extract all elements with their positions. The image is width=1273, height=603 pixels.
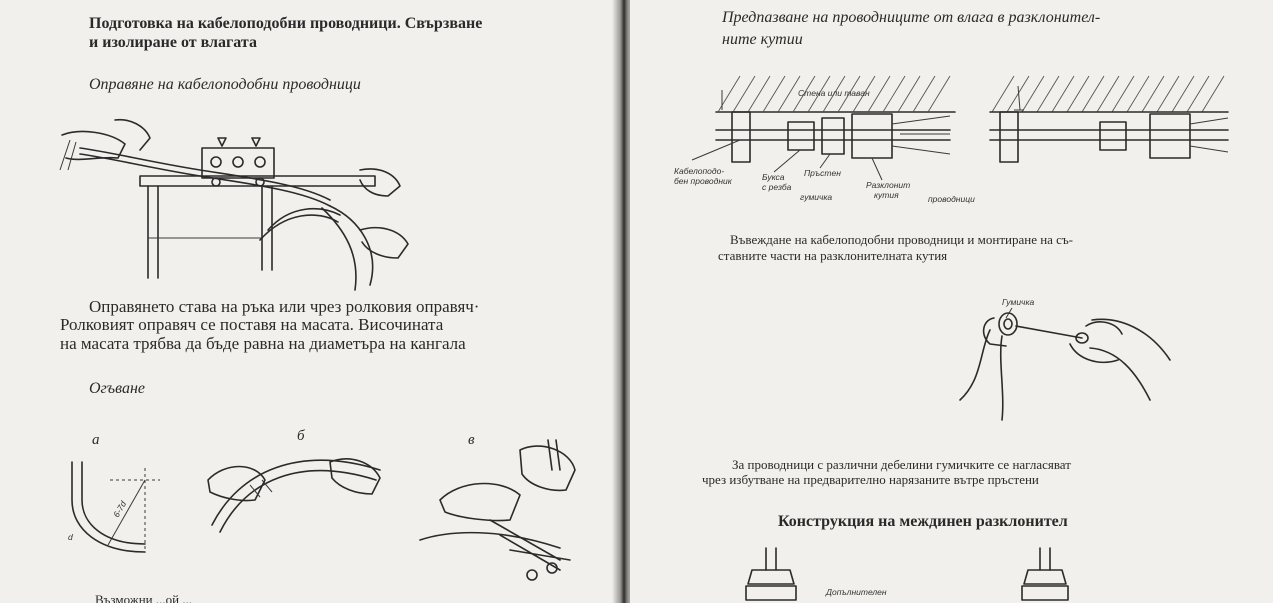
- junction-box-illustration: [630, 0, 1273, 603]
- fig-a-dim: 6-7d: [111, 499, 129, 519]
- fig-label-a: а: [92, 432, 100, 448]
- right-title-line1: Предпазване на проводниците от влага в разклонител-: [722, 9, 1101, 26]
- bending-figures: [0, 0, 618, 603]
- fig-label-b: б: [297, 428, 305, 444]
- left-bottom-cut: Възможни ...ой ...: [95, 592, 193, 603]
- label-additional: Допълнителен: [826, 587, 887, 597]
- label-box2: кутия: [874, 190, 899, 200]
- label-gumichka: Гумичка: [1002, 297, 1035, 307]
- right-para-line2: чрез избутване на предварително нарязаните вътре пръстени: [702, 472, 1039, 487]
- label-rubber: гумичка: [800, 192, 833, 202]
- left-para-line3: на масата трябва да бъде равна на диаметъра на кангала: [60, 334, 466, 353]
- label-box: Разклонит: [866, 180, 911, 190]
- label-wall: Стена или таван: [798, 88, 870, 98]
- left-page: [0, 0, 618, 603]
- left-para-line2: Ролковият оправяч се поставя на масата. Височината: [60, 315, 444, 334]
- right-page: [630, 0, 1273, 603]
- label-thread: с резба: [762, 182, 792, 192]
- label-bushing: Букса: [762, 172, 785, 182]
- fig-a-d: d: [68, 532, 73, 542]
- left-subheading: Оправяне на кабелоподобни проводници: [89, 76, 361, 93]
- caption1-line2: ставните части на разклонителната кутия: [718, 248, 948, 263]
- right-heading2: Конструкция на междинен разклонител: [778, 513, 1068, 530]
- left-para-line1: Оправянето става на ръка или чрез ролковия оправяч·: [89, 297, 480, 316]
- left-subheading2: Огъване: [89, 380, 145, 397]
- caption1-line1: Въвеждане на кабелоподобни проводници и монтиране на съ-: [730, 232, 1074, 247]
- label-conductor2: бен проводник: [674, 176, 732, 186]
- right-title-line2: ните кутии: [722, 31, 803, 48]
- left-heading-line1: Подготовка на кабелоподобни проводници. Свързване: [89, 15, 483, 32]
- left-heading-line2: и изолиране от влагата: [89, 34, 257, 51]
- fig-label-v: в: [468, 432, 475, 448]
- label-ring: Пръстен: [804, 168, 841, 178]
- right-para-line1: За проводници с различни дебелини гумичките се нагласяват: [732, 457, 1071, 472]
- label-wires: проводници: [928, 194, 975, 204]
- label-conductor: Кабелоподо-: [674, 166, 725, 176]
